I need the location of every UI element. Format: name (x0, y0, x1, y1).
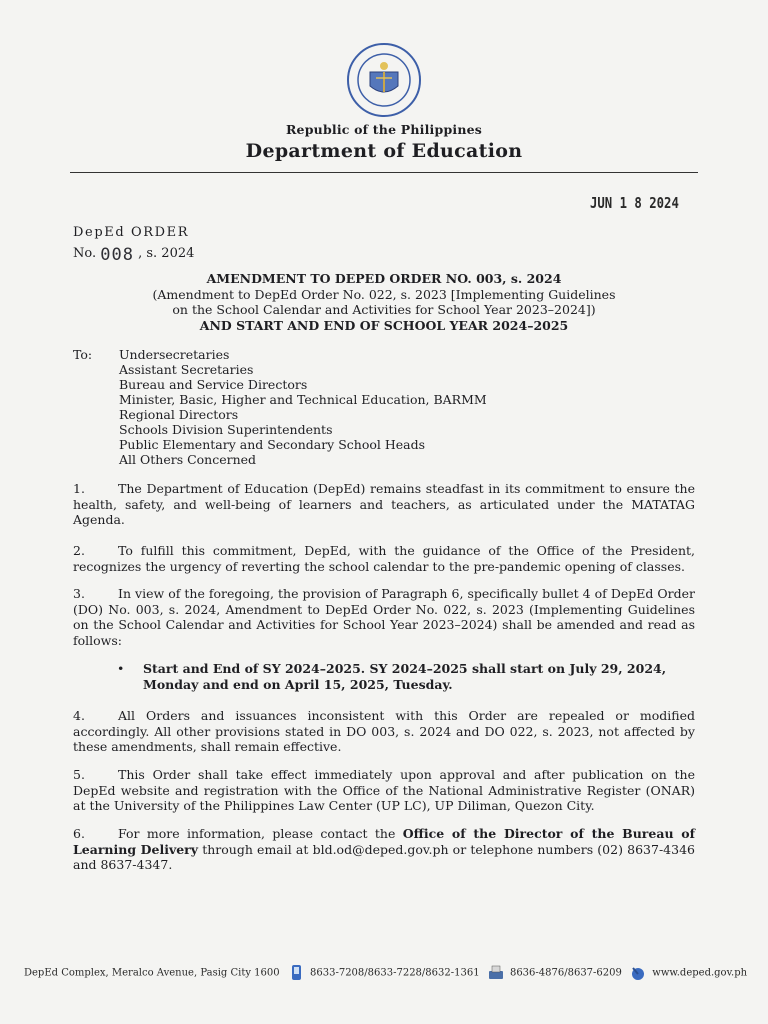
paragraph-4 (73, 708, 695, 755)
paragraph-number: 1. (73, 481, 85, 496)
deped-seal-icon (346, 42, 422, 118)
paragraph-number: 6. (73, 826, 85, 841)
department-heading: Department of Education (245, 140, 523, 162)
order-number: 008 (100, 245, 134, 265)
title-line-1: AMENDMENT TO DEPED ORDER NO. 003, s. 2024 (206, 271, 562, 286)
recipient-item: Regional Directors (119, 407, 239, 422)
paragraph-3 (73, 586, 695, 648)
recipient-item: Bureau and Service Directors (119, 377, 308, 392)
paragraph-number: 4. (73, 708, 85, 723)
fax-icon (487, 964, 505, 982)
paragraph-text-contact: through email at bld.od@deped.gov.ph or telephone numbers (02) 8637-4346 and 8637-4347. (73, 841, 695, 872)
order-number-line (73, 242, 195, 265)
paragraph-text: In view of the foregoing, the provision of Paragraph 6, specifically bullet 4 of DepEd Order (DO) No. 003, s. 2024, Amendment to DepEd Order No. 022, s. 2023 (Implementing Guidelines on the School Calendar and Activities for School Year 2023–2024) shall be amended and read as follows: (73, 586, 695, 648)
phone-icon (287, 964, 305, 982)
bullet-text: Start and End of SY 2024–2025. SY 2024–2025 shall start on July 29, 2024, Monday and end on April 15, 2025, Tuesday. (143, 661, 667, 692)
footer-website[interactable]: www.deped.gov.ph (652, 967, 748, 979)
paragraph-text: This Order shall take effect immediately upon approval and after publication on the DepEd website and registration with the Office of the National Administrative Register (ONAR) at the University of the Philippines Law Center (UP LC), UP Diliman, Quezon City. (73, 767, 695, 813)
footer (24, 964, 747, 982)
republic-heading: Republic of the Philippines (285, 122, 483, 137)
footer-address: DepEd Complex, Meralco Avenue, Pasig City 1600 (24, 967, 280, 979)
paragraph-number: 3. (73, 586, 85, 601)
paragraph-2 (73, 543, 695, 574)
recipient-item: All Others Concerned (119, 452, 257, 467)
paragraph-6 (73, 826, 695, 873)
title-line-2: (Amendment to DepEd Order No. 022, s. 2023 [Implementing Guidelines (152, 286, 616, 302)
order-no-prefix: No. (73, 246, 97, 261)
order-title (70, 271, 698, 333)
paragraph-text: To fulfill this commitment, DepEd, with the guidance of the Office of the President, recognizes the urgency of reverting the school calendar to the pre-pandemic opening of classes. (73, 543, 695, 574)
bullet-icon: • (117, 661, 125, 676)
paragraph-1 (73, 481, 695, 528)
paragraph-number: 2. (73, 543, 85, 558)
amendment-bullet (117, 661, 677, 693)
recipient-item: Assistant Secretaries (119, 362, 254, 377)
date-stamp: JUN 1 8 2024 (590, 194, 679, 212)
title-line-4: AND START AND END OF SCHOOL YEAR 2024–2025 (199, 317, 569, 333)
footer-phones: 8633-7208/8633-7228/8632-1361 (310, 967, 480, 979)
recipient-list (119, 347, 487, 467)
paragraph-number: 5. (73, 767, 85, 782)
recipient-item: Schools Division Superintendents (119, 422, 333, 437)
paragraph-text: The Department of Education (DepEd) remains steadfast in its commitment to ensure the health, safety, and well-being of learners and teachers, as articulated under the MATATAG Agenda. (73, 481, 695, 527)
paragraph-5 (73, 767, 695, 814)
recipient-item: Minister, Basic, Higher and Technical Education, BARMM (119, 392, 487, 407)
header-divider (70, 172, 698, 173)
recipient-item: Public Elementary and Secondary School Heads (119, 437, 426, 452)
paragraph-text: All Orders and issuances inconsistent with this Order are repealed or modified accordingly. All other provisions stated in DO 003, s. 2024 and DO 022, s. 2023, not affected by these amendments, shall remain effective. (73, 708, 695, 754)
order-label: DepEd ORDER (73, 225, 190, 240)
globe-icon (629, 964, 647, 982)
paragraph-text: For more information, please contact the (118, 826, 403, 841)
to-label: To: (73, 347, 93, 362)
order-series: , s. 2024 (138, 246, 195, 261)
footer-fax: 8636-4876/8637-6209 (509, 967, 622, 979)
title-line-3: on the School Calendar and Activities for School Year 2023–2024]) (172, 302, 596, 317)
office-name: Office of the Director of the Bureau of Learning Delivery (73, 826, 695, 857)
recipient-item: Undersecretaries (119, 347, 230, 362)
